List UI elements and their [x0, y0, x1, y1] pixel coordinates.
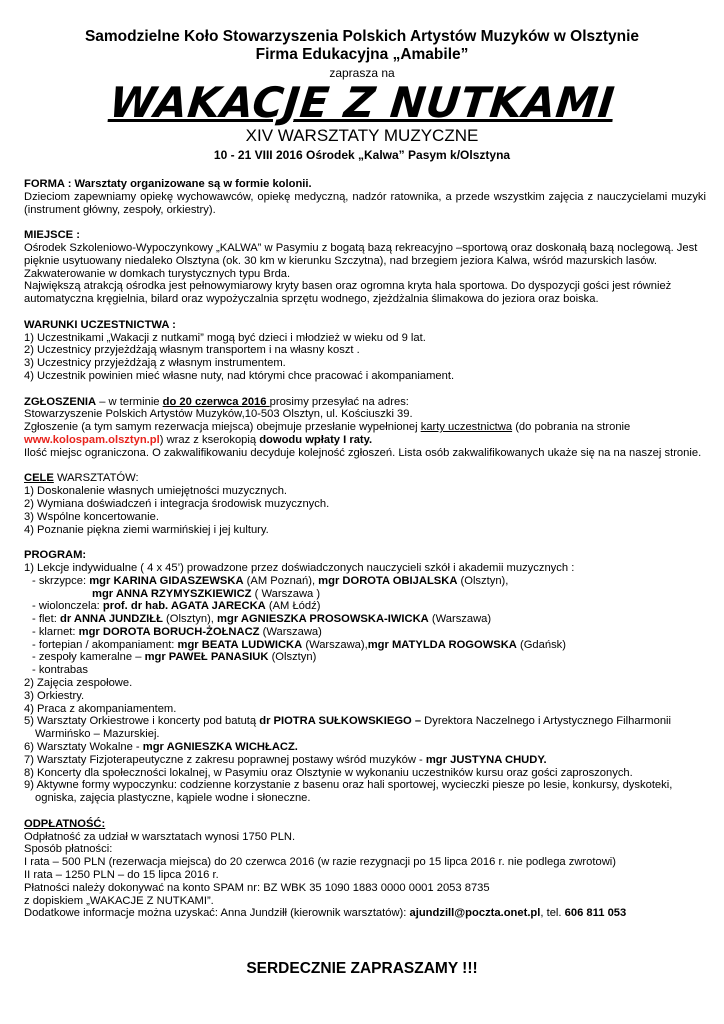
miejsce-line: Największą atrakcją ośrodka jest pełnowymiarowy kryty basen oraz ogromna kryta hala sportowa. Do dyspozycji gości jest również automatyczna kręgielnia, bilard oraz wypożyczalnia sprzętu wodnego, zjeżdżalnia ślimakowa do jeziora oraz boiska.	[24, 280, 672, 306]
teacher-place: ( Warszawa )	[251, 587, 321, 600]
instrument-label: - klarnet:	[32, 625, 79, 638]
warunki-item: 1) Uczestnikami „Wakacji z nutkami” mogą być dzieci i młodzież w wieku od 9 lat.	[24, 331, 426, 344]
item5-text: 5) Warsztaty Orkiestrowe i koncerty pod batutą	[24, 715, 260, 728]
instrument-label: - skrzypce:	[32, 574, 90, 587]
program-item-7	[24, 754, 706, 767]
program-item-8: 8) Koncerty dla społeczności lokalnej, w Pasymiu oraz Olsztynie w wykonaniu uczestników kursu oraz gości zaproszonych.	[24, 766, 633, 779]
teacher-place: (Olsztyn)	[268, 651, 317, 664]
oplata-line: I rata – 500 PLN (rezerwacja miejsca) do 20 czerwca 2016 (w razie rezygnacji po 15 lipca 2016 r. nie podlega zwrotowi)	[24, 856, 616, 869]
teacher-name: mgr BEATA LUDWICKA	[177, 638, 303, 651]
cele-item: 4) Poznanie piękna ziemi warmińskiej i jej kultury.	[24, 523, 269, 536]
teacher-place: (Olsztyn),	[457, 574, 509, 587]
program-clarinet	[24, 626, 706, 639]
event-subtitle: XIV WARSZTATY MUZYCZNE	[245, 126, 479, 145]
program-item-6	[24, 741, 706, 754]
cele-item: 1) Doskonalenie własnych umiejętności muzycznych.	[24, 485, 288, 498]
cele-heading-bold: CELE	[24, 472, 54, 485]
forma-heading: FORMA : Warsztaty organizowane są w formie kolonii.	[24, 178, 312, 190]
warunki-item: 3) Uczestnicy przyjeżdżają z własnym instrumentem.	[24, 357, 286, 370]
zgloszenia-website-line	[24, 434, 706, 447]
program-violin-cont	[24, 588, 706, 601]
teacher-place: (Warszawa),	[302, 638, 368, 651]
teacher-name: mgr MATYLDA ROGOWSKA	[367, 638, 517, 651]
zgloszenia-address: Stowarzyszenie Polskich Artystów Muzyków,10-503 Olsztyn, ul. Kościuszki 39.	[24, 408, 413, 421]
physio-name: mgr JUSTYNA CHUDY.	[425, 753, 547, 766]
contact-phone: 606 811 053	[564, 907, 627, 920]
note-a: Zgłoszenie (a tym samym rezerwacja miejsca) obejmuje przesłanie wypełnionej	[24, 421, 421, 434]
item5-text: Dyrektora Naczelnego i Artystycznego Filharmonii Warmińsko – Mazurskiej.	[35, 715, 672, 741]
program-flute	[24, 613, 706, 626]
teacher-place: (AM Łódź)	[265, 600, 321, 613]
program-item: 3) Orkiestry.	[24, 689, 85, 702]
program-item: 4) Praca z akompaniamentem.	[24, 702, 177, 715]
oplata-line: Płatności należy dokonywać na konto SPAM nr: BZ WBK 35 1090 1883 0000 0001 2053 8735	[24, 881, 490, 894]
conductor-name: dr PIOTRA SUŁKOWSKIEGO –	[259, 715, 422, 728]
warunki-item: 2) Uczestnicy przyjeżdżają własnym transportem i na własny koszt .	[24, 344, 360, 357]
firm-line: Firma Edukacyjna „Amabile”	[255, 46, 469, 63]
invite-line: zaprasza na	[329, 66, 395, 80]
program-bass: - kontrabas	[32, 664, 88, 677]
website-link[interactable]: www.kolospam.olsztyn.pl	[24, 433, 160, 446]
cele-heading-rest: WARSZTATÓW:	[53, 472, 139, 485]
cele-item: 3) Wspólne koncertowanie.	[24, 510, 159, 523]
program-intro: 1) Lekcje indywidualne ( 4 x 45’) prowadzone przez doświadczonych nauczycieli szkół i akademii muzycznych :	[24, 561, 575, 574]
program-item-5	[24, 715, 706, 741]
forma-body: Dzieciom zapewniamy opiekę wychowawców, opiekę medyczną, nadzór ratownika, a przede wszystkim zajęcia z nauczycielami muzyki (instrument główny, zespoły, orkiestry).	[24, 190, 706, 216]
program-violin	[24, 575, 706, 588]
cele-item: 2) Wymiana doświadczeń i integracja środowisk muzycznych.	[24, 497, 330, 510]
program-item: 2) Zajęcia zespołowe.	[24, 677, 133, 690]
program-piano	[24, 639, 706, 652]
vocal-teacher: mgr AGNIESZKA WICHŁACZ.	[142, 741, 298, 754]
miejsce-heading: MIEJSCE :	[24, 229, 80, 242]
contact-text: , tel.	[540, 907, 565, 920]
item7-text: 7) Warsztaty Fizjoterapeutyczne z zakresu poprawnej postawy wśród muzyków -	[24, 753, 426, 766]
organization-line: Samodzielne Koło Stowarzyszenia Polskich Artystów Muzyków w Olsztynie	[84, 28, 640, 45]
item6-text: 6) Warsztaty Wokalne -	[24, 741, 143, 754]
instrument-label: - fortepian / akompaniament:	[32, 638, 178, 651]
instrument-label: - wiolonczela:	[32, 600, 103, 613]
miejsce-line: Ośrodek Szkoleniowo-Wypoczynkowy „KALWA” w Pasymiu z bogatą bazą rekreacyjno –sportową oraz doskonałą bazą noclegową. Jest pięknie usytuowany niedaleko Olsztyna (ok. 30 km w kierunku Szczytna), nad brzegiem jeziora Kalwa, wśród mazurskich lasów.	[24, 241, 698, 267]
registration-card-link[interactable]: karty uczestnictwa	[420, 421, 513, 434]
contact-text: Dodatkowe informacje można uzyskać: Anna Jundziłł (kierownik warsztatów):	[24, 907, 410, 920]
teacher-place: (AM Poznań),	[243, 574, 319, 587]
teacher-name: mgr PAWEŁ PANASIUK	[144, 651, 269, 664]
payment-proof: dowodu wpłaty I raty.	[259, 433, 373, 446]
note-c: ) wraz z kserokopią	[159, 433, 260, 446]
zgloszenia-heading: ZGŁOSZENIA	[24, 395, 97, 408]
teacher-place: (Warszawa)	[259, 625, 322, 638]
teacher-name: mgr DOROTA OBIJALSKA	[318, 574, 458, 587]
program-cello	[24, 600, 706, 613]
cele-heading	[24, 472, 706, 485]
contact-email-link[interactable]: ajundzill@poczta.onet.pl	[409, 907, 541, 920]
oplata-line: Sposób płatności:	[24, 843, 113, 856]
oplata-line: II rata – 1250 PLN – do 15 lipca 2016 r.	[24, 869, 219, 882]
program-chamber	[24, 651, 706, 664]
event-dates: 10 - 21 VIII 2016 Ośrodek „Kalwa” Pasym k/Olsztyna	[213, 148, 511, 162]
warunki-item: 4) Uczestnik powinien mieć własne nuty, nad którymi chce pracować i akompaniament.	[24, 369, 455, 382]
teacher-name: mgr DOROTA BORUCH-ŻOŁNACZ	[78, 625, 260, 638]
teacher-place: (Warszawa)	[428, 613, 492, 626]
zgloszenia-deadline: do 20 czerwca 2016	[162, 395, 270, 408]
teacher-place: (Gdańsk)	[516, 638, 566, 651]
event-title: WAKACJE Z NUTKAMI	[107, 78, 617, 127]
zgloszenia-line	[24, 396, 706, 409]
program-heading: PROGRAM:	[24, 549, 87, 562]
zgloszenia-after: prosimy przesyłać na adres:	[269, 395, 409, 408]
closing-invitation: SERDECZNIE ZAPRASZAMY !!!	[246, 960, 478, 977]
note-b: (do pobrania na stronie	[512, 421, 631, 434]
oplata-line: Odpłatność za udział w warsztatach wynosi 1750 PLN.	[24, 830, 296, 843]
teacher-name: dr ANNA JUNDZIŁŁ	[59, 613, 163, 626]
program-item-9: 9) Aktywne formy wypoczynku: codzienne korzystanie z basenu oraz hali sportowej, wycieczki piesze po lesie, konkursy, dyskoteki, ogniska, zajęcia plastyczne, kąpiele wodne i słoneczne.	[24, 779, 673, 805]
teacher-name: mgr ANNA RZYMYSZKIEWICZ	[92, 587, 252, 600]
zgloszenia-limit: Ilość miejsc ograniczona. O zakwalifikowaniu decyduje kolejność zgłoszeń. Lista osób zakwalifikowanych ukaże się na na naszej stronie.	[24, 446, 702, 459]
oplata-line: z dopiskiem „WAKACJE Z NUTKAMI”.	[24, 894, 214, 907]
zgloszenia-note	[24, 421, 706, 434]
teacher-place: (Olsztyn),	[162, 613, 218, 626]
instrument-label: - zespoły kameralne –	[32, 651, 145, 664]
miejsce-line: Zakwaterowanie w domkach turystycznych typu Brda.	[24, 267, 291, 280]
contact-line	[24, 907, 706, 920]
zgloszenia-intro: – w terminie	[96, 395, 163, 408]
warunki-heading: WARUNKI UCZESTNICTWA :	[24, 318, 176, 331]
teacher-name: mgr AGNIESZKA PROSOWSKA-IWICKA	[217, 613, 429, 626]
instrument-label: - flet:	[32, 613, 60, 626]
oplata-heading: ODPŁATNOŚĆ:	[24, 817, 106, 830]
teacher-name: mgr KARINA GIDASZEWSKA	[89, 574, 244, 587]
flyer-content	[24, 178, 706, 920]
teacher-name: prof. dr hab. AGATA JARECKA	[102, 600, 266, 613]
